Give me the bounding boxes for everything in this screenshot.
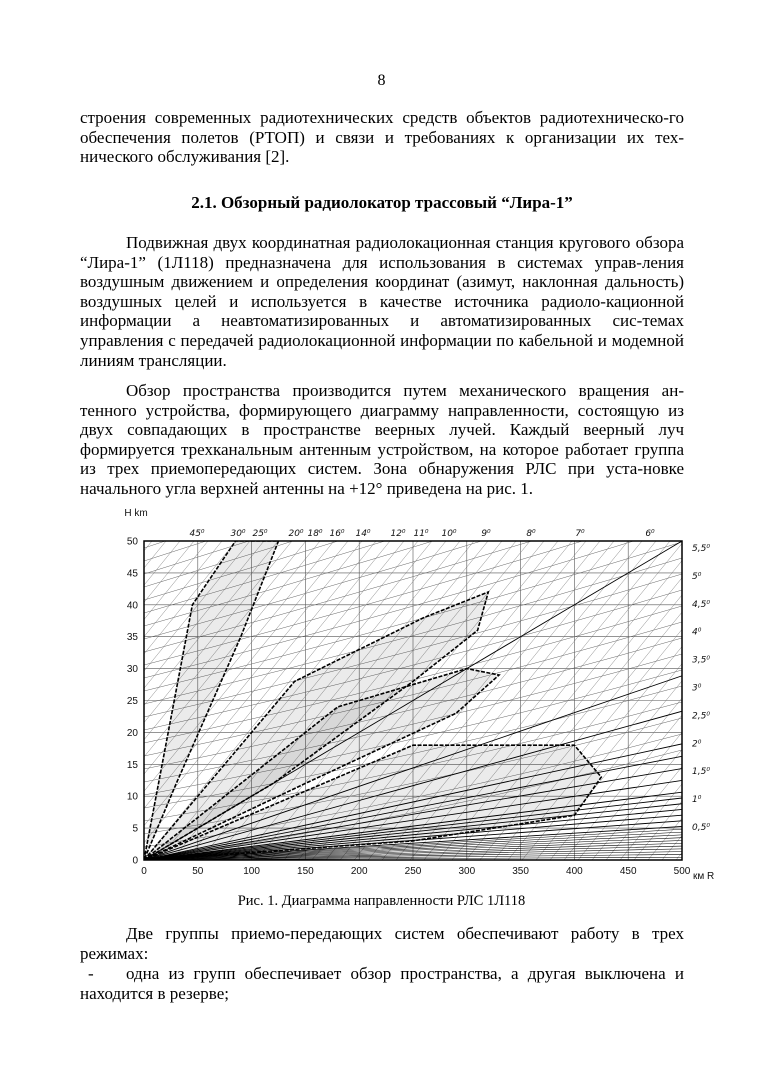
- right-angle-label: 5,5⁰: [692, 544, 710, 554]
- x-tick-label: 0: [141, 866, 147, 877]
- section-heading: 2.1. Обзорный радиолокатор трассовый “Лира-1”: [191, 193, 573, 212]
- right-angle-label: 4⁰: [692, 627, 702, 638]
- contour-line: [0, 541, 26, 860]
- x-tick-label: 100: [243, 866, 260, 877]
- y-tick-label: 50: [126, 536, 138, 548]
- paragraph-3: Две группы приемо-передающих систем обеспечивают работу в трех режимах:: [80, 924, 684, 963]
- y-tick-labels: [127, 537, 139, 867]
- right-angle-label: 3⁰: [692, 683, 702, 694]
- x-tick-label: 250: [404, 866, 422, 877]
- right-angle-label: 2⁰: [692, 739, 702, 750]
- top-angle-label: 14⁰: [355, 529, 371, 539]
- contour-line: [0, 541, 68, 860]
- x-tick-label: 200: [350, 866, 368, 877]
- contour-line: [676, 541, 763, 860]
- right-angle-label: 1,5⁰: [692, 767, 710, 778]
- x-axis-label: км R: [693, 871, 715, 882]
- x-tick-label: 350: [512, 866, 529, 877]
- top-angle-labels: [189, 529, 655, 539]
- y-tick-label: 35: [126, 632, 138, 644]
- paragraph-1: Подвижная двух координатная радиолокационная станция кругового обзора “Лира-1” (1Л118) предназначена для использования в системах управ-ления воздушным движением и определения координат (азимут, наклонная дальность) воздушных целей и используется в качестве источника радиоло-кационной информации а неавтоматизированных и автоматизированных сис-темах управления с передачей радиолокационной информации по кабельной и модемной линиям трансляции.: [80, 233, 684, 370]
- contour-line: [0, 541, 40, 860]
- right-angle-label: 3,5⁰: [692, 655, 710, 666]
- x-tick-label: 400: [566, 866, 583, 877]
- y-tick-label: 5: [132, 823, 138, 835]
- top-angle-label: 10⁰: [441, 529, 457, 539]
- right-angle-label: 4,5⁰: [692, 599, 710, 610]
- x-tick-label: 450: [619, 866, 637, 877]
- top-angle-label: 11⁰: [413, 529, 429, 539]
- contour-line: [0, 541, 82, 860]
- x-tick-label: 300: [458, 866, 476, 877]
- top-angle-label: 45⁰: [189, 529, 205, 539]
- top-angle-label: 6⁰: [645, 529, 655, 539]
- contour-line: [746, 541, 763, 860]
- right-angle-label: 1⁰: [692, 795, 702, 806]
- y-tick-label: 10: [126, 791, 138, 803]
- top-angle-label: 18⁰: [307, 529, 323, 539]
- contour-line: [0, 541, 110, 860]
- y-tick-label: 45: [126, 568, 138, 580]
- x-tick-label: 500: [673, 866, 691, 877]
- top-angle-label: 16⁰: [329, 529, 345, 539]
- x-tick-labels: [141, 866, 691, 877]
- contour-line: [704, 541, 763, 860]
- contour-line: [0, 541, 124, 860]
- intro-paragraph: строения современных радиотехнических средств объектов радиотехническо-го обеспечения полетов (РТОП) и связи и требованиях к организации их тех-нического обслуживания [2].: [80, 108, 684, 167]
- paragraph-2: Обзор пространства производится путем механического вращения ан-тенного устройства, формирующего диаграмму направленности, состоящую из двух совпадающих в пространстве веерных лучей. Каждый веерный луч формируется трехканальным антенным устройством, на которое работает группа из трех приемопередающих систем. Зона обнаружения РЛС при уста-новке начального угла верхней антенны на +12° приведена на рис. 1.: [80, 381, 684, 498]
- top-angle-label: 30⁰: [230, 529, 246, 539]
- contour-line: [718, 541, 763, 860]
- radar-coverage-chart: [110, 506, 715, 886]
- contour-line: [690, 541, 763, 860]
- y-axis-label: H km: [124, 508, 148, 519]
- y-tick-label: 25: [126, 696, 138, 707]
- contour-line: [732, 541, 763, 860]
- right-angle-label: 0,5⁰: [692, 823, 710, 833]
- top-angle-label: 12⁰: [390, 529, 406, 539]
- y-tick-label: 30: [126, 664, 138, 676]
- y-tick-label: 40: [126, 600, 138, 612]
- top-angle-label: 8⁰: [526, 529, 536, 539]
- contour-line: [0, 541, 138, 860]
- x-tick-label: 50: [192, 866, 204, 877]
- contour-line: [0, 541, 96, 860]
- y-tick-label: 20: [126, 727, 138, 739]
- top-angle-label: 9⁰: [481, 529, 491, 539]
- top-angle-label: 25⁰: [252, 529, 268, 539]
- list-item-marker: -: [88, 964, 94, 983]
- top-angle-label: 7⁰: [575, 529, 585, 539]
- page-number: 8: [377, 72, 386, 89]
- y-tick-label: 0: [132, 855, 138, 867]
- contour-line: [0, 541, 12, 860]
- right-angle-label: 2,5⁰: [692, 711, 710, 722]
- contour-line: [0, 541, 166, 860]
- contour-line: [0, 541, 54, 860]
- x-tick-label: 150: [297, 866, 314, 877]
- top-angle-label: 20⁰: [288, 529, 304, 539]
- list-item: одна из групп обеспечивает обзор пространства, а другая выключена и находится в резерве;: [80, 964, 684, 1003]
- figure-caption: Рис. 1. Диаграмма направленности РЛС 1Л118: [237, 893, 526, 909]
- y-tick-label: 15: [126, 759, 138, 771]
- right-angle-labels: [692, 544, 710, 833]
- right-angle-label: 5⁰: [692, 571, 702, 582]
